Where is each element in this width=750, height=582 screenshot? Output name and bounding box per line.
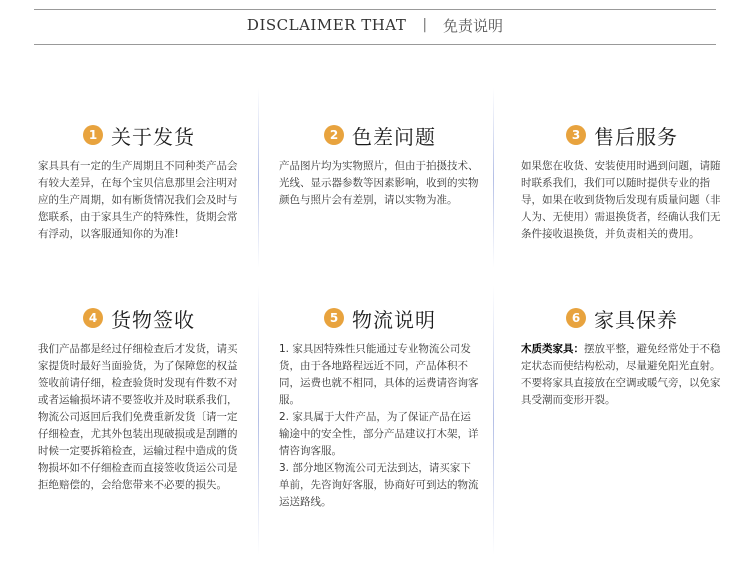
number-badge-icon: 1 bbox=[83, 125, 103, 145]
header-english-title: DISCLAIMER THAT bbox=[246, 16, 407, 34]
card-body bbox=[38, 158, 240, 243]
card-text: 家具具有一定的生产周期且不同种类产品会有较大差异，在每个宝贝信息那里会注明对应的生产周期，如有断货情况我们会及时与您联系，由于家具生产的特殊性，货期会常有浮动，以客服通知你的为准! bbox=[38, 160, 238, 240]
card-body bbox=[38, 341, 240, 494]
card-furniture-care bbox=[521, 303, 723, 409]
card-title bbox=[38, 120, 240, 150]
card-shipping bbox=[38, 120, 240, 243]
number-badge-icon: 4 bbox=[83, 308, 103, 328]
card-body bbox=[279, 158, 481, 209]
card-title bbox=[279, 303, 481, 333]
card-color-difference bbox=[279, 120, 481, 209]
card-body bbox=[521, 158, 723, 243]
card-heading: 家具保养 bbox=[594, 307, 678, 332]
card-lead-label: 木质类家具： bbox=[521, 343, 584, 355]
card-title bbox=[521, 120, 723, 150]
card-text: 如果您在收货、安装使用时遇到问题，请随时联系我们，我们可以随时提供专业的指导，如果在收到货物后发现有质量问题（非人为、无使用）需退换货者，经确认我们无条件接收退换货，并负责相关的费用。 bbox=[521, 160, 721, 240]
card-body bbox=[521, 341, 723, 409]
card-text-line: 2. 家具属于大件产品，为了保证产品在运输途中的安全性，部分产品建议打木架，详情咨询客服。 bbox=[279, 411, 479, 457]
card-after-sales bbox=[521, 120, 723, 243]
card-text: 我们产品都是经过仔细检查后才发货，请买家提货时最好当面验货，为了保障您的权益签收前请仔细，检查验货时发现有件数不对或者运输损坏请不要签收并及时联系我们，物流公司返回后我们免费重新发货〔请一定仔细检查，尤其外包装出现破损或是刮蹭的时候一定要拆箱检查，运输过程中造成的货物损坏如不仔细检查而直接签收货运公司是拒绝赔偿的，会给您带来不必要的损失。 bbox=[38, 343, 238, 491]
number-badge-icon: 5 bbox=[324, 308, 344, 328]
column-divider bbox=[258, 88, 259, 268]
card-text-block bbox=[521, 341, 723, 409]
card-heading: 售后服务 bbox=[594, 124, 678, 149]
card-text-line: 3. 部分地区物流公司无法到达，请买家下单前，先咨询好客服，协商好可到达的物流运送路线。 bbox=[279, 462, 479, 508]
card-title bbox=[38, 303, 240, 333]
header-bottom-rule bbox=[34, 44, 716, 45]
column-divider bbox=[493, 285, 494, 555]
card-title bbox=[521, 303, 723, 333]
header-chinese-title: 免责说明 bbox=[443, 16, 504, 35]
card-delivery-receipt bbox=[38, 303, 240, 494]
card-heading: 色差问题 bbox=[352, 124, 436, 149]
card-heading: 货物签收 bbox=[111, 307, 195, 332]
number-badge-icon: 3 bbox=[566, 125, 586, 145]
card-heading: 物流说明 bbox=[352, 307, 436, 332]
card-heading: 关于发货 bbox=[111, 124, 195, 149]
column-divider bbox=[493, 88, 494, 268]
card-logistics bbox=[279, 303, 481, 511]
number-badge-icon: 6 bbox=[566, 308, 586, 328]
column-divider bbox=[258, 285, 259, 555]
card-body bbox=[279, 341, 481, 511]
number-badge-icon: 2 bbox=[324, 125, 344, 145]
section-header bbox=[0, 10, 750, 40]
card-text: 摆放平整，避免经常处于不稳定状态而使结构松动，尽量避免阳光直射。不要将家具直接放在空调或暖气旁，以免家具受潮而变形开裂。 bbox=[521, 343, 721, 406]
header-separator: | bbox=[422, 17, 428, 33]
card-text: 产品图片均为实物照片，但由于拍摄技术、光线、显示器参数等因素影响，收到的实物颜色与照片会有差别，请以实物为准。 bbox=[279, 160, 479, 206]
card-text-line: 1. 家具因特殊性只能通过专业物流公司发货，由于各地路程远近不同，产品体积不同，运费也就不相同，具体的运费请咨询客服。 bbox=[279, 343, 479, 406]
card-title bbox=[279, 120, 481, 150]
